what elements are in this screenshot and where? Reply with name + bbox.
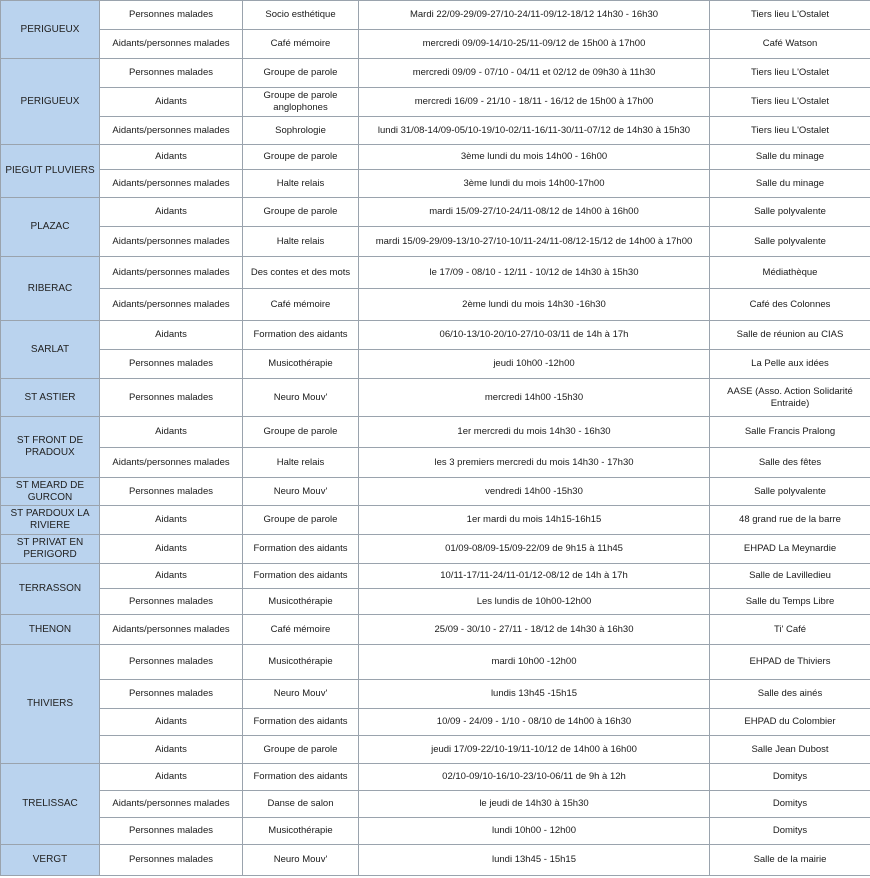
place-cell: EHPAD de Thiviers (710, 645, 870, 680)
table-row (1, 145, 870, 170)
table-row (1, 764, 870, 791)
place-cell: Salle du minage (710, 170, 870, 198)
table-row (1, 506, 870, 535)
public-cell: Aidants (100, 321, 243, 350)
public-cell: Aidants (100, 535, 243, 564)
city-cell: PERIGUEUX (1, 1, 100, 59)
table-row (1, 88, 870, 117)
table-row (1, 59, 870, 88)
table-row (1, 818, 870, 845)
city-cell: ST PRIVAT EN PERIGORD (1, 535, 100, 564)
place-cell: Salle Jean Dubost (710, 736, 870, 764)
place-cell: Ti' Café (710, 615, 870, 645)
place-cell: 48 grand rue de la barre (710, 506, 870, 535)
public-cell: Aidants/personnes malades (100, 289, 243, 321)
dates-cell: mercredi 09/09 - 07/10 - 04/11 et 02/12 de 09h30 à 11h30 (359, 59, 710, 88)
dates-cell: vendredi 14h00 -15h30 (359, 478, 710, 506)
activity-cell: Groupe de parole (243, 417, 359, 448)
table-row (1, 680, 870, 709)
table-row (1, 379, 870, 417)
activity-cell: Café mémoire (243, 30, 359, 59)
place-cell: Tiers lieu L'Ostalet (710, 117, 870, 145)
activity-cell: Groupe de parole (243, 145, 359, 170)
public-cell: Aidants/personnes malades (100, 615, 243, 645)
place-cell: Tiers lieu L'Ostalet (710, 88, 870, 117)
place-cell: Café Watson (710, 30, 870, 59)
dates-cell: 2ème lundi du mois 14h30 -16h30 (359, 289, 710, 321)
dates-cell: mardi 15/09-27/10-24/11-08/12 de 14h00 à 16h00 (359, 198, 710, 227)
dates-cell: lundi 13h45 - 15h15 (359, 845, 710, 876)
place-cell: AASE (Asso. Action Solidarité Entraide) (710, 379, 870, 417)
place-cell: Domitys (710, 791, 870, 818)
dates-cell: 3ème lundi du mois 14h00 - 16h00 (359, 145, 710, 170)
city-cell: PIEGUT PLUVIERS (1, 145, 100, 198)
dates-cell: mercredi 14h00 -15h30 (359, 379, 710, 417)
city-cell: ST MEARD DE GURCON (1, 478, 100, 506)
dates-cell: jeudi 17/09-22/10-19/11-10/12 de 14h00 à 16h00 (359, 736, 710, 764)
public-cell: Personnes malades (100, 379, 243, 417)
public-cell: Personnes malades (100, 478, 243, 506)
dates-cell: mercredi 16/09 - 21/10 - 18/11 - 16/12 de 15h00 à 17h00 (359, 88, 710, 117)
dates-cell: 1er mercredi du mois 14h30 - 16h30 (359, 417, 710, 448)
activity-cell: Groupe de parole (243, 59, 359, 88)
dates-cell: lundi 10h00 - 12h00 (359, 818, 710, 845)
activity-cell: Neuro Mouv' (243, 379, 359, 417)
activity-cell: Musicothérapie (243, 350, 359, 379)
dates-cell: Les lundis de 10h00-12h00 (359, 589, 710, 615)
activity-cell: Neuro Mouv' (243, 478, 359, 506)
place-cell: Salle du minage (710, 145, 870, 170)
city-cell: ST PARDOUX LA RIVIERE (1, 506, 100, 535)
public-cell: Personnes malades (100, 350, 243, 379)
city-cell: VERGT (1, 845, 100, 876)
table-row (1, 30, 870, 59)
activity-cell: Groupe de parole (243, 198, 359, 227)
city-cell: PERIGUEUX (1, 59, 100, 145)
place-cell: Café des Colonnes (710, 289, 870, 321)
activity-cell: Formation des aidants (243, 535, 359, 564)
city-cell: THIVIERS (1, 645, 100, 764)
activity-cell: Formation des aidants (243, 321, 359, 350)
public-cell: Personnes malades (100, 680, 243, 709)
activity-cell: Des contes et des mots (243, 257, 359, 289)
city-cell: PLAZAC (1, 198, 100, 257)
dates-cell: lundis 13h45 -15h15 (359, 680, 710, 709)
public-cell: Aidants (100, 564, 243, 589)
public-cell: Personnes malades (100, 59, 243, 88)
table-row (1, 589, 870, 615)
table-row (1, 615, 870, 645)
activity-cell: Groupe de parole (243, 736, 359, 764)
activity-cell: Formation des aidants (243, 564, 359, 589)
activity-cell: Groupe de parole anglophones (243, 88, 359, 117)
city-cell: SARLAT (1, 321, 100, 379)
place-cell: Domitys (710, 818, 870, 845)
activity-cell: Danse de salon (243, 791, 359, 818)
table-row (1, 736, 870, 764)
table-row (1, 170, 870, 198)
dates-cell: 3ème lundi du mois 14h00-17h00 (359, 170, 710, 198)
place-cell: Médiathèque (710, 257, 870, 289)
activity-cell: Formation des aidants (243, 764, 359, 791)
public-cell: Personnes malades (100, 1, 243, 30)
dates-cell: mercredi 09/09-14/10-25/11-09/12 de 15h00 à 17h00 (359, 30, 710, 59)
activity-cell: Formation des aidants (243, 709, 359, 736)
dates-cell: mardi 15/09-29/09-13/10-27/10-10/11-24/11-08/12-15/12 de 14h00 à 17h00 (359, 227, 710, 257)
table-row (1, 350, 870, 379)
place-cell: Salle Francis Pralong (710, 417, 870, 448)
table-row (1, 791, 870, 818)
public-cell: Aidants (100, 88, 243, 117)
public-cell: Aidants (100, 764, 243, 791)
dates-cell: 10/09 - 24/09 - 1/10 - 08/10 de 14h00 à 16h30 (359, 709, 710, 736)
table-row (1, 289, 870, 321)
place-cell: Tiers lieu L'Ostalet (710, 59, 870, 88)
public-cell: Personnes malades (100, 818, 243, 845)
public-cell: Aidants/personnes malades (100, 117, 243, 145)
dates-cell: 1er mardi du mois 14h15-16h15 (359, 506, 710, 535)
table-row (1, 198, 870, 227)
public-cell: Aidants (100, 506, 243, 535)
activity-cell: Sophrologie (243, 117, 359, 145)
table-row (1, 417, 870, 448)
dates-cell: 06/10-13/10-20/10-27/10-03/11 de 14h à 17h (359, 321, 710, 350)
public-cell: Personnes malades (100, 589, 243, 615)
city-cell: TERRASSON (1, 564, 100, 615)
activity-cell: Socio esthétique (243, 1, 359, 30)
dates-cell: mardi 10h00 -12h00 (359, 645, 710, 680)
dates-cell: les 3 premiers mercredi du mois 14h30 - 17h30 (359, 448, 710, 478)
table-row (1, 1, 870, 30)
city-cell: ST ASTIER (1, 379, 100, 417)
activity-cell: Neuro Mouv' (243, 845, 359, 876)
dates-cell: 10/11-17/11-24/11-01/12-08/12 de 14h à 17h (359, 564, 710, 589)
place-cell: La Pelle aux idées (710, 350, 870, 379)
dates-cell: 02/10-09/10-16/10-23/10-06/11 de 9h à 12h (359, 764, 710, 791)
table-row (1, 845, 870, 876)
place-cell: Salle du Temps Libre (710, 589, 870, 615)
place-cell: Salle des ainés (710, 680, 870, 709)
place-cell: Domitys (710, 764, 870, 791)
city-cell: ST FRONT DE PRADOUX (1, 417, 100, 478)
activity-cell: Café mémoire (243, 289, 359, 321)
place-cell: EHPAD La Meynardie (710, 535, 870, 564)
place-cell: Salle de Lavilledieu (710, 564, 870, 589)
public-cell: Aidants (100, 417, 243, 448)
table-row (1, 645, 870, 680)
dates-cell: jeudi 10h00 -12h00 (359, 350, 710, 379)
place-cell: Salle des fêtes (710, 448, 870, 478)
public-cell: Aidants (100, 736, 243, 764)
place-cell: Tiers lieu L'Ostalet (710, 1, 870, 30)
table-row (1, 535, 870, 564)
activity-cell: Halte relais (243, 170, 359, 198)
table-row (1, 564, 870, 589)
public-cell: Personnes malades (100, 645, 243, 680)
table-row (1, 321, 870, 350)
activity-cell: Groupe de parole (243, 506, 359, 535)
dates-cell: 25/09 - 30/10 - 27/11 - 18/12 de 14h30 à 16h30 (359, 615, 710, 645)
table-body (1, 1, 870, 876)
dates-cell: Mardi 22/09-29/09-27/10-24/11-09/12-18/12 14h30 - 16h30 (359, 1, 710, 30)
activity-cell: Musicothérapie (243, 645, 359, 680)
table-row (1, 227, 870, 257)
public-cell: Personnes malades (100, 845, 243, 876)
place-cell: Salle de réunion au CIAS (710, 321, 870, 350)
activity-cell: Neuro Mouv' (243, 680, 359, 709)
dates-cell: le 17/09 - 08/10 - 12/11 - 10/12 de 14h30 à 15h30 (359, 257, 710, 289)
city-cell: THENON (1, 615, 100, 645)
place-cell: Salle de la mairie (710, 845, 870, 876)
dates-cell: 01/09-08/09-15/09-22/09 de 9h15 à 11h45 (359, 535, 710, 564)
table-row (1, 478, 870, 506)
public-cell: Aidants/personnes malades (100, 30, 243, 59)
activity-cell: Café mémoire (243, 615, 359, 645)
activity-cell: Halte relais (243, 227, 359, 257)
public-cell: Aidants (100, 198, 243, 227)
place-cell: Salle polyvalente (710, 227, 870, 257)
public-cell: Aidants/personnes malades (100, 227, 243, 257)
public-cell: Aidants (100, 709, 243, 736)
table-row (1, 257, 870, 289)
activity-cell: Musicothérapie (243, 818, 359, 845)
public-cell: Aidants/personnes malades (100, 170, 243, 198)
table-row (1, 709, 870, 736)
public-cell: Aidants/personnes malades (100, 448, 243, 478)
city-cell: RIBERAC (1, 257, 100, 321)
place-cell: EHPAD du Colombier (710, 709, 870, 736)
public-cell: Aidants/personnes malades (100, 257, 243, 289)
dates-cell: lundi 31/08-14/09-05/10-19/10-02/11-16/11-30/11-07/12 de 14h30 à 15h30 (359, 117, 710, 145)
table-row (1, 448, 870, 478)
activity-cell: Musicothérapie (243, 589, 359, 615)
place-cell: Salle polyvalente (710, 198, 870, 227)
public-cell: Aidants/personnes malades (100, 791, 243, 818)
activity-cell: Halte relais (243, 448, 359, 478)
city-cell: TRELISSAC (1, 764, 100, 845)
dates-cell: le jeudi de 14h30 à 15h30 (359, 791, 710, 818)
place-cell: Salle polyvalente (710, 478, 870, 506)
public-cell: Aidants (100, 145, 243, 170)
table-row (1, 117, 870, 145)
